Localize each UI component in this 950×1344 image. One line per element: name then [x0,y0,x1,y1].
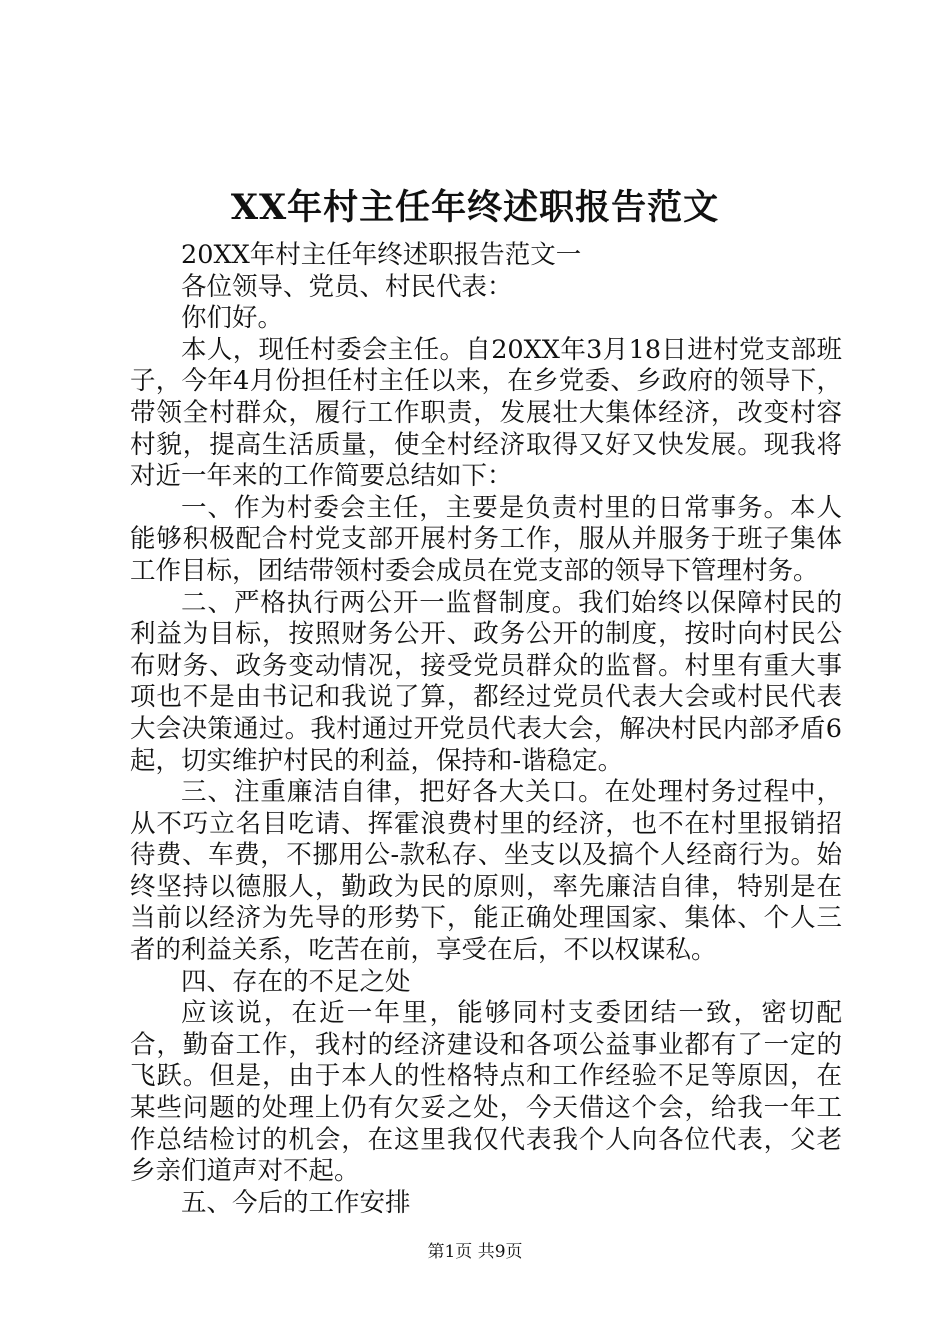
paragraph-section-1: 一、作为村委会主任，主要是负责村里的日常事务。本人能够积极配合村党支部开展村务工作，服从并服务于班子集体工作目标，团结带领村委会成员在党支部的领导下管理村务。 [130,492,842,586]
paragraph-section-4: 应该说，在近一年里，能够同村支委团结一致，密切配合，勤奋工作，我村的经济建设和各项公益事业都有了一定的飞跃。但是，由于本人的性格特点和工作经验不足等原因，在某些问题的处理上仍有欠妥之处，今天借这个会，给我一年工作总结检讨的机会，在这里我仅代表我个人向各位代表，父老乡亲们道声对不起。 [130,998,842,1187]
paragraph-intro: 本人，现任村委会主任。自20XX年3月18日进村党支部班子，今年4月份担任村主任以来，在乡党委、乡政府的领导下，带领全村群众，履行工作职责，发展壮大集体经济，改变村容村貌，提高生活质量，使全村经济取得又好又快发展。现我将对近一年来的工作简要总结如下： [130,334,842,492]
paragraph-heading-4: 四、存在的不足之处 [181,966,411,997]
paragraph-salutation: 各位领导、党员、村民代表： [181,271,513,302]
page-number-footer: 第1页 共9页 [427,1242,523,1262]
paragraph-heading-5: 五、今后的工作安排 [181,1187,411,1218]
paragraph-subtitle: 20XX年村主任年终述职报告范文一 [181,240,582,270]
document-title: XX年村主任年终述职报告范文 [230,187,720,228]
paragraph-section-2: 二、严格执行两公开一监督制度。我们始终以保障村民的利益为目标，按照财务公开、政务公开的制度，按时向村民公布财务、政务变动情况，接受党员群众的监督。村里有重大事项也不是由书记和我说了算，都经过党员代表大会或村民代表大会决策通过。我村通过开党员代表大会，解决村民内部矛盾6起，切实维护村民的利益，保持和-谐稳定。 [130,587,842,776]
paragraph-greeting: 你们好。 [181,303,284,334]
document-body [130,240,842,1219]
paragraph-section-3: 三、注重廉洁自律，把好各大关口。在处理村务过程中，从不巧立名目吃请、挥霍浪费村里的经济，也不在村里报销招待费、车费，不挪用公-款私存、坐支以及搞个人经商行为。始终坚持以德服人，勤政为民的原则，率先廉洁自律，特别是在当前以经济为先导的形势下，能正确处理国家、集体、个人三者的利益关系，吃苦在前，享受在后，不以权谋私。 [130,777,842,966]
